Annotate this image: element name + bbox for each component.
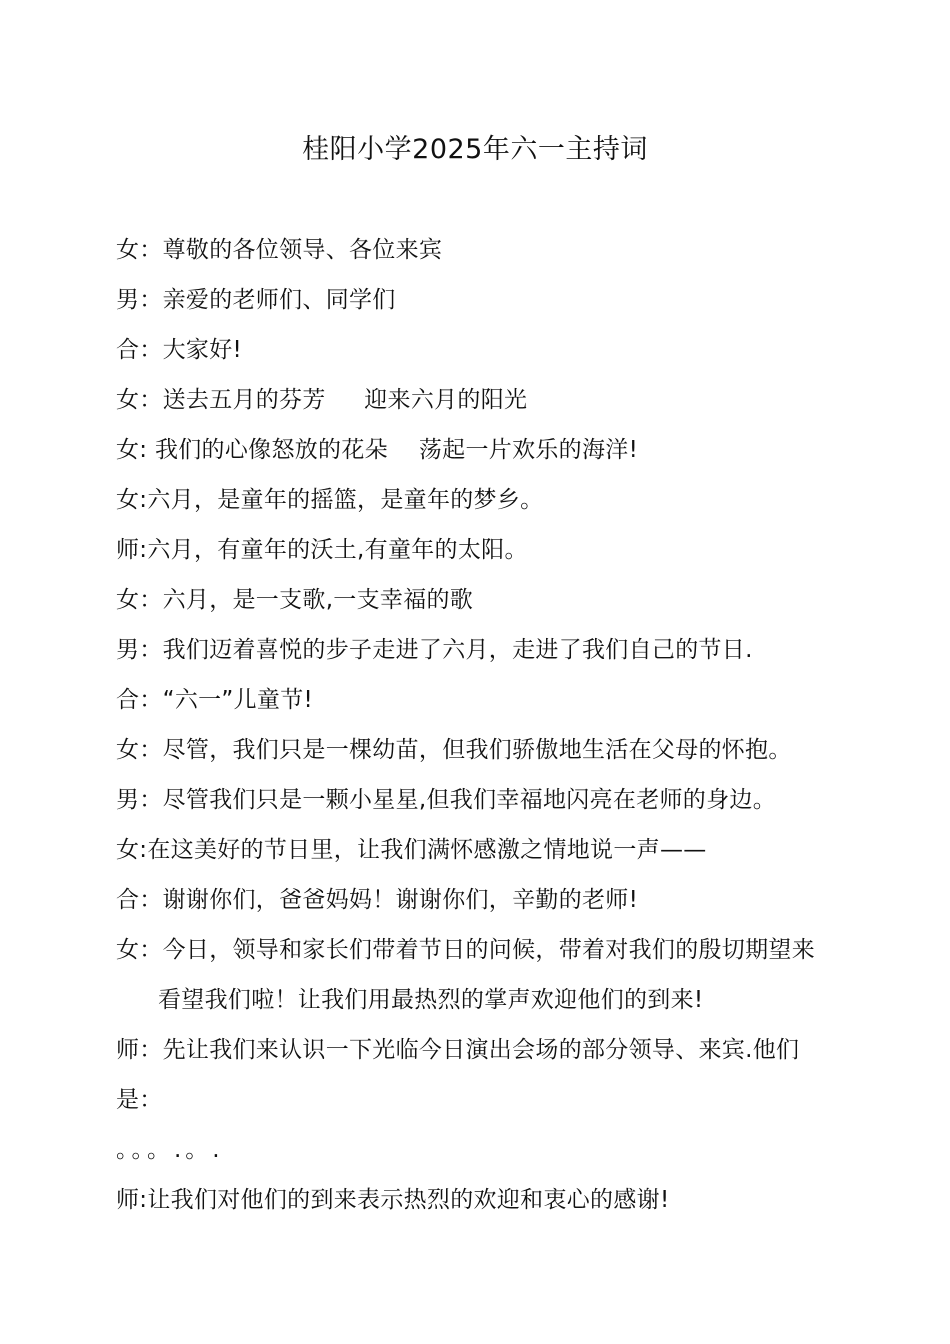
script-line: 女：送去五月的芬芳 迎来六月的阳光 xyxy=(116,387,528,413)
script-line: 女：尽管，我们只是一棵幼苗，但我们骄傲地生活在父母的怀抱。 xyxy=(116,737,792,763)
document-title: 桂阳小学2025年六一主持词 xyxy=(302,134,648,165)
script-line: 女:六月，是童年的摇篮，是童年的梦乡。 xyxy=(116,487,544,513)
script-line: 女: 我们的心像怒放的花朵 荡起一片欢乐的海洋! xyxy=(116,437,639,463)
script-line: 女：六月，是一支歌,一支幸福的歌 xyxy=(116,587,474,613)
ellipsis-line: 。。。.。. xyxy=(116,1137,224,1163)
script-line: 女：尊敬的各位领导、各位来宾 xyxy=(116,237,443,263)
script-line: 男：亲爱的老师们、同学们 xyxy=(116,287,396,313)
script-line: 女：今日，领导和家长们带着节日的问候，带着对我们的殷切期望来 xyxy=(116,937,815,963)
script-line: 师：先让我们来认识一下光临今日演出会场的部分领导、来宾.他们 xyxy=(116,1037,800,1063)
script-line: 男：尽管我们只是一颗小星星,但我们幸福地闪亮在老师的身边。 xyxy=(116,787,777,813)
script-line: 师:六月，有童年的沃土,有童年的太阳。 xyxy=(116,537,528,563)
script-lines xyxy=(116,225,906,1225)
script-line: 合：谢谢你们，爸爸妈妈！谢谢你们，辛勤的老师! xyxy=(116,887,639,913)
script-line-continuation: 看望我们啦！让我们用最热烈的掌声欢迎他们的到来! xyxy=(158,987,704,1013)
script-line: 师:让我们对他们的到来表示热烈的欢迎和衷心的感谢! xyxy=(116,1187,670,1213)
script-line: 女:在这美好的节日里，让我们满怀感激之情地说一声—— xyxy=(116,837,707,863)
script-line: 合：大家好! xyxy=(116,337,243,363)
script-line-continuation: 是： xyxy=(116,1087,163,1113)
script-line: 男：我们迈着喜悦的步子走进了六月，走进了我们自己的节日. xyxy=(116,637,753,663)
script-line: 合：“六一”儿童节! xyxy=(116,687,314,713)
